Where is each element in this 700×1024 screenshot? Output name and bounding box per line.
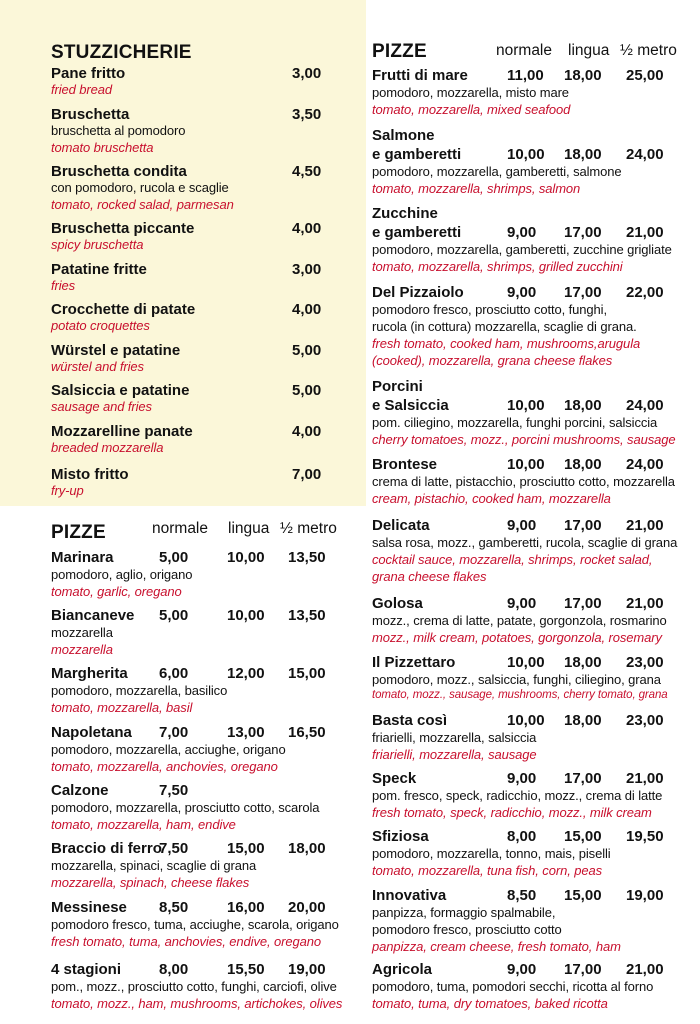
pizza-price-metro: 13,50 xyxy=(288,549,326,566)
pizza-name: Il Pizzettaro xyxy=(372,654,456,671)
item-name: Mozzarelline panate xyxy=(51,423,193,440)
item-description: con pomodoro, rucola e scaglie xyxy=(51,180,229,195)
pizze-right-list xyxy=(372,0,692,1024)
pizza-price-normale: 8,00 xyxy=(159,961,189,978)
pizza-name: e gamberetti xyxy=(372,224,462,241)
item-price: 4,00 xyxy=(292,423,322,440)
item-name: Bruschetta xyxy=(51,106,130,123)
pizza-price-normale: 9,00 xyxy=(507,961,537,978)
pizza-description: pomodoro, tuma, pomodori secchi, ricotta al forno xyxy=(372,979,654,994)
pizza-name-line1: Zucchine xyxy=(372,205,438,222)
item-english: fried bread xyxy=(51,82,113,97)
pizza-english: tomato, tuma, dry tomatoes, baked ricotta xyxy=(372,996,608,1011)
pizza-name: Basta così xyxy=(372,712,448,729)
pizze-left-col-metro: ½ metro xyxy=(280,520,337,537)
pizza-english: tomato, mozz., sausage, mushrooms, cherry tomato, grana xyxy=(372,689,668,701)
pizza-price-normale: 6,00 xyxy=(159,665,189,682)
pizza-price-lingua: 10,00 xyxy=(227,549,265,566)
pizza-english: tomato, mozzarella, ham, endive xyxy=(51,817,236,832)
pizza-english: (cooked), mozzarella, grana cheese flakes xyxy=(372,353,613,368)
pizza-price-lingua: 16,00 xyxy=(227,899,265,916)
pizza-price-lingua: 17,00 xyxy=(564,284,602,301)
pizza-name: Speck xyxy=(372,770,417,787)
pizza-price-lingua: 18,00 xyxy=(564,397,602,414)
pizza-name: Innovativa xyxy=(372,887,447,904)
pizza-name: 4 stagioni xyxy=(51,961,122,978)
pizza-price-lingua: 17,00 xyxy=(564,595,602,612)
stuzzicherie-title: STUZZICHERIE xyxy=(51,42,192,63)
pizza-description: pomodoro fresco, prosciutto cotto, funghi, xyxy=(372,302,607,317)
pizza-price-lingua: 17,00 xyxy=(564,961,602,978)
item-english: würstel and fries xyxy=(51,359,144,374)
item-english: spicy bruschetta xyxy=(51,237,144,252)
pizza-price-normale: 11,00 xyxy=(507,67,544,84)
pizza-price-normale: 5,00 xyxy=(159,607,189,624)
pizza-english: tomato, mozzarella, anchovies, oregano xyxy=(51,759,278,774)
pizza-price-normale: 9,00 xyxy=(507,224,537,241)
pizza-name: Calzone xyxy=(51,782,109,799)
pizza-english: mozz., milk cream, potatoes, gorgonzola, rosemary xyxy=(372,630,662,645)
pizza-english: fresh tomato, cooked ham, mushrooms,arugula xyxy=(372,336,641,351)
item-price: 3,50 xyxy=(292,106,322,123)
pizza-price-metro: 21,00 xyxy=(626,961,664,978)
pizza-name: Agricola xyxy=(372,961,433,978)
pizze-right-col-lingua: lingua xyxy=(568,42,610,59)
pizza-price-lingua: 13,00 xyxy=(227,724,265,741)
pizza-price-normale: 10,00 xyxy=(507,146,545,163)
pizza-description: mozzarella, spinaci, scaglie di grana xyxy=(51,858,257,873)
pizza-english: panpizza, cream cheese, fresh tomato, ham xyxy=(372,939,621,954)
pizza-name: Messinese xyxy=(51,899,127,916)
pizza-price-metro: 22,00 xyxy=(626,284,664,301)
pizza-price-metro: 16,50 xyxy=(288,724,326,741)
item-name: Würstel e patatine xyxy=(51,342,181,359)
pizza-description: mozzarella xyxy=(51,625,113,640)
pizza-price-metro: 21,00 xyxy=(626,595,664,612)
pizza-price-normale: 7,50 xyxy=(159,840,189,857)
pizza-price-normale: 10,00 xyxy=(507,456,545,473)
pizza-english: grana cheese flakes xyxy=(372,569,487,584)
pizza-price-lingua: 18,00 xyxy=(564,654,602,671)
item-description: bruschetta al pomodoro xyxy=(51,123,186,138)
pizza-price-lingua: 15,50 xyxy=(227,961,265,978)
item-english: potato croquettes xyxy=(51,318,150,333)
item-english: tomato, rocked salad, parmesan xyxy=(51,197,234,212)
pizza-english: tomato, mozzarella, shrimps, salmon xyxy=(372,181,581,196)
pizza-price-metro: 19,00 xyxy=(626,887,664,904)
pizza-description: rucola (in cottura) mozzarella, scaglie di grana. xyxy=(372,319,637,334)
item-name: Bruschetta piccante xyxy=(51,220,195,237)
item-name: Salsiccia e patatine xyxy=(51,382,190,399)
item-name: Patatine fritte xyxy=(51,261,147,278)
pizza-description: pomodoro, mozzarella, acciughe, origano xyxy=(51,742,286,757)
item-price: 4,00 xyxy=(292,220,322,237)
pizza-english: mozzarella xyxy=(51,642,113,657)
pizza-english: cream, pistachio, cooked ham, mozzarella xyxy=(372,491,611,506)
pizza-english: cocktail sauce, mozzarella, shrimps, rocket salad, xyxy=(372,552,653,567)
pizza-price-metro: 23,00 xyxy=(626,654,664,671)
pizza-price-metro: 24,00 xyxy=(626,456,664,473)
pizza-price-metro: 20,00 xyxy=(288,899,326,916)
pizza-description: pomodoro, aglio, origano xyxy=(51,567,193,582)
pizza-name: Marinara xyxy=(51,549,114,566)
pizza-description: pom., mozz., prosciutto cotto, funghi, carciofi, olive xyxy=(51,979,337,994)
pizza-price-metro: 21,00 xyxy=(626,770,664,787)
pizza-description: pomodoro fresco, prosciutto cotto xyxy=(372,922,562,937)
pizza-price-normale: 9,00 xyxy=(507,284,537,301)
item-name: Bruschetta condita xyxy=(51,163,187,180)
item-english: breaded mozzarella xyxy=(51,440,164,455)
pizza-name: Del Pizzaiolo xyxy=(372,284,464,301)
pizza-english: fresh tomato, tuma, anchovies, endive, oregano xyxy=(51,934,322,949)
item-price: 5,00 xyxy=(292,382,322,399)
pizze-right-title: PIZZE xyxy=(372,41,427,62)
pizza-price-metro: 19,00 xyxy=(288,961,326,978)
pizza-price-normale: 9,00 xyxy=(507,595,537,612)
pizze-right-col-normale: normale xyxy=(496,42,552,59)
pizza-english: fresh tomato, speck, radicchio, mozz., milk cream xyxy=(372,805,652,820)
pizza-price-lingua: 18,00 xyxy=(564,712,602,729)
item-english: sausage and fries xyxy=(51,399,152,414)
pizza-price-lingua: 15,00 xyxy=(564,887,602,904)
pizza-price-lingua: 17,00 xyxy=(564,770,602,787)
pizza-price-metro: 21,00 xyxy=(626,517,664,534)
pizza-english: tomato, mozzarella, mixed seafood xyxy=(372,102,571,117)
pizza-name-line1: Porcini xyxy=(372,378,423,395)
pizze-left-title: PIZZE xyxy=(51,522,106,543)
pizza-english: tomato, mozzarella, basil xyxy=(51,700,193,715)
pizze-left-col-lingua: lingua xyxy=(228,520,270,537)
pizza-price-lingua: 15,00 xyxy=(227,840,265,857)
pizza-price-normale: 5,00 xyxy=(159,549,189,566)
item-price: 4,50 xyxy=(292,163,322,180)
pizze-left-col-normale: normale xyxy=(152,520,208,537)
pizza-description: pomodoro, mozzarella, gamberetti, zucchine grigliate xyxy=(372,242,672,257)
pizza-price-lingua: 18,00 xyxy=(564,146,602,163)
item-price: 7,00 xyxy=(292,466,322,483)
pizza-description: pomodoro, mozzarella, gamberetti, salmone xyxy=(372,164,622,179)
pizza-description: friarielli, mozzarella, salsiccia xyxy=(372,730,537,745)
pizza-name: Frutti di mare xyxy=(372,67,468,84)
pizza-description: pom. fresco, speck, radicchio, mozz., crema di latte xyxy=(372,788,663,803)
pizza-name: Delicata xyxy=(372,517,430,534)
pizza-price-metro: 21,00 xyxy=(626,224,664,241)
pizza-description: pomodoro, mozzarella, prosciutto cotto, scarola xyxy=(51,800,320,815)
pizza-price-normale: 7,50 xyxy=(159,782,189,799)
pizza-english: tomato, mozzarella, shrimps, grilled zucchini xyxy=(372,259,623,274)
pizza-price-metro: 24,00 xyxy=(626,397,664,414)
pizza-price-normale: 10,00 xyxy=(507,397,545,414)
pizza-description: salsa rosa, mozz., gamberetti, rucola, scaglie di grana xyxy=(372,535,678,550)
pizza-name: e gamberetti xyxy=(372,146,462,163)
pizza-price-metro: 15,00 xyxy=(288,665,326,682)
pizza-price-normale: 9,00 xyxy=(507,517,537,534)
pizza-name: Golosa xyxy=(372,595,423,612)
pizza-description: mozz., crema di latte, patate, gorgonzola, rosmarino xyxy=(372,613,667,628)
pizza-price-normale: 8,00 xyxy=(507,828,537,845)
item-name: Misto fritto xyxy=(51,466,129,483)
pizza-price-lingua: 18,00 xyxy=(564,456,602,473)
pizza-description: pomodoro, mozzarella, basilico xyxy=(51,683,228,698)
pizza-name: Brontese xyxy=(372,456,438,473)
pizza-price-lingua: 17,00 xyxy=(564,517,602,534)
item-price: 3,00 xyxy=(292,261,322,278)
pizze-left-list xyxy=(51,0,351,1024)
pizza-description: crema di latte, pistacchio, prosciutto cotto, mozzarella xyxy=(372,474,675,489)
pizza-name: Biancaneve xyxy=(51,607,135,624)
pizza-name: Braccio di ferro xyxy=(51,840,162,857)
pizza-english: tomato, mozz., ham, mushrooms, artichokes, olives xyxy=(51,996,343,1011)
pizza-price-normale: 8,50 xyxy=(159,899,189,916)
pizza-description: pomodoro, mozzarella, tonno, mais, piselli xyxy=(372,846,611,861)
pizza-english: tomato, garlic, oregano xyxy=(51,584,182,599)
item-name: Crocchette di patate xyxy=(51,301,196,318)
pizze-right-col-metro: ½ metro xyxy=(620,42,677,59)
pizza-name: Margherita xyxy=(51,665,128,682)
pizza-price-metro: 18,00 xyxy=(288,840,326,857)
pizza-price-normale: 7,00 xyxy=(159,724,189,741)
item-english: tomato bruschetta xyxy=(51,140,154,155)
item-price: 5,00 xyxy=(292,342,322,359)
pizza-name: Napoletana xyxy=(51,724,132,741)
pizza-price-normale: 10,00 xyxy=(507,712,545,729)
pizza-price-lingua: 17,00 xyxy=(564,224,602,241)
item-price: 3,00 xyxy=(292,65,322,82)
pizza-price-metro: 23,00 xyxy=(626,712,664,729)
pizza-english: friarielli, mozzarella, sausage xyxy=(372,747,537,762)
pizza-english: mozzarella, spinach, cheese flakes xyxy=(51,875,250,890)
pizza-price-lingua: 12,00 xyxy=(227,665,265,682)
pizza-price-metro: 19,50 xyxy=(626,828,664,845)
pizza-price-lingua: 10,00 xyxy=(227,607,265,624)
pizza-description: pom. ciliegino, mozzarella, funghi porcini, salsiccia xyxy=(372,415,658,430)
item-english: fries xyxy=(51,278,76,293)
pizza-price-lingua: 18,00 xyxy=(564,67,602,84)
pizza-description: panpizza, formaggio spalmabile, xyxy=(372,905,556,920)
pizza-english: tomato, mozzarella, tuna fish, corn, peas xyxy=(372,863,603,878)
pizza-name: Sfiziosa xyxy=(372,828,429,845)
item-name: Pane fritto xyxy=(51,65,126,82)
pizza-price-normale: 10,00 xyxy=(507,654,545,671)
pizza-description: pomodoro, mozz., salsiccia, funghi, ciliegino, grana xyxy=(372,672,661,687)
pizza-name-line1: Salmone xyxy=(372,127,435,144)
item-price: 4,00 xyxy=(292,301,322,318)
pizza-price-normale: 8,50 xyxy=(507,887,537,904)
pizza-description: pomodoro fresco, tuma, acciughe, scarola, origano xyxy=(51,917,339,932)
pizza-name: e Salsiccia xyxy=(372,397,449,414)
item-english: fry-up xyxy=(51,483,84,498)
pizza-english: cherry tomatoes, mozz., porcini mushrooms, sausage xyxy=(372,432,676,447)
pizza-description: pomodoro, mozzarella, misto mare xyxy=(372,85,569,100)
pizza-price-metro: 25,00 xyxy=(626,67,664,84)
pizza-price-lingua: 15,00 xyxy=(564,828,602,845)
pizza-price-normale: 9,00 xyxy=(507,770,537,787)
pizza-price-metro: 24,00 xyxy=(626,146,664,163)
pizza-price-metro: 13,50 xyxy=(288,607,326,624)
